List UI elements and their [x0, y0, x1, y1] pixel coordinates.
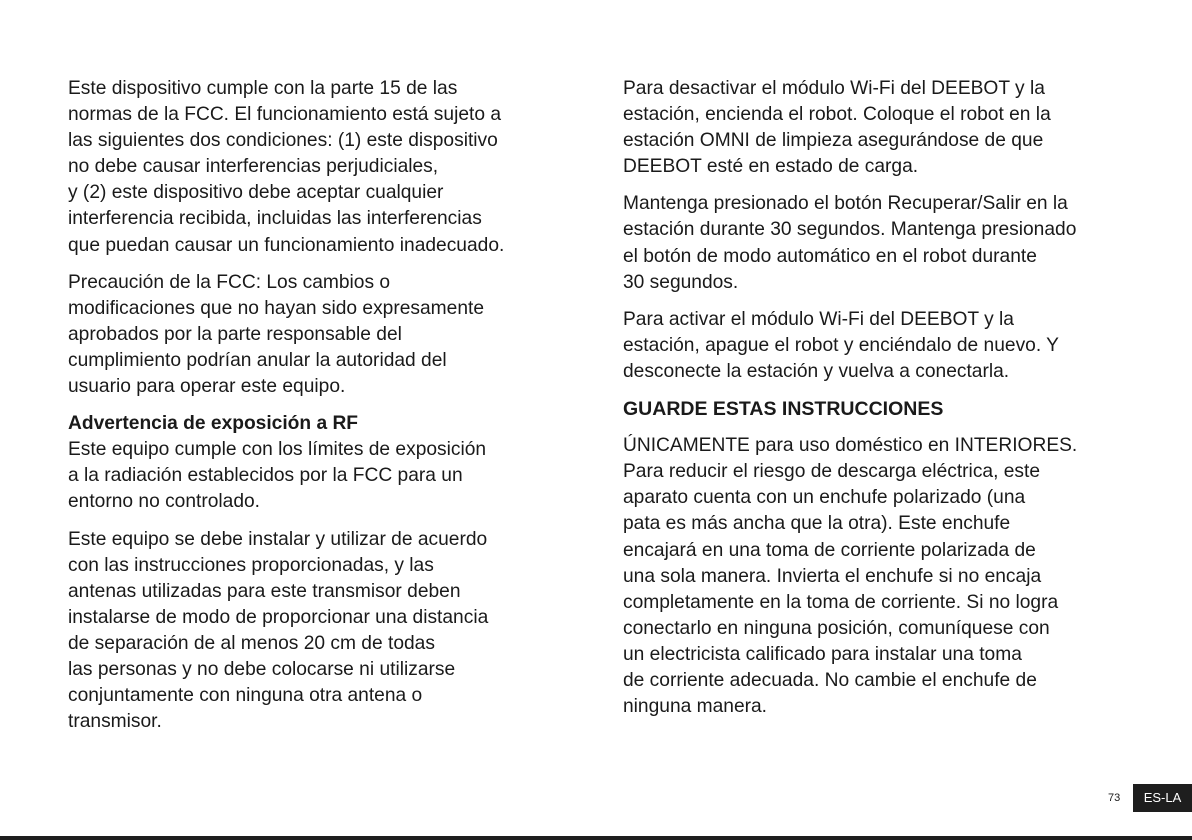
fcc-caution-paragraph: Precaución de la FCC: Los cambios o modificaciones que no hayan sido expresamente aprobados por la parte responsable del cumplimiento podrían anular la autoridad del usuario para operar este equipo.	[68, 271, 484, 398]
antenna-installation-paragraph: Este equipo se debe instalar y utilizar de acuerdo con las instrucciones proporcionadas, y las antenas utilizadas para este transmisor deben instalarse de modo de proporcionar una distancia de separación de al menos 20 cm de todas las personas y no debe colocarse ni utilizarse conjuntamente con ninguna otra antena o transmisor.	[68, 528, 489, 733]
bottom-rule	[0, 836, 1192, 840]
rf-exposure-paragraph: Este equipo cumple con los límites de exposición a la radiación establecidos por la FCC para un entorno no controlado.	[68, 439, 487, 513]
language-tag: ES-LA	[1133, 784, 1192, 812]
save-instructions-heading: GUARDE ESTAS INSTRUCCIONES	[623, 398, 944, 421]
fcc-part15-paragraph: Este dispositivo cumple con la parte 15 de las normas de la FCC. El funcionamiento está sujeto a las siguientes dos condiciones: (1) este dispositivo no debe causar interferencias perjudiciales, y (2) este dispositivo debe aceptar cualquier interferencia recibida, incluidas las interferencias que puedan causar un funcionamiento inadecuado.	[68, 78, 505, 256]
polarized-plug-paragraph: ÚNICAMENTE para uso doméstico en INTERIORES. Para reducir el riesgo de descarga eléctrica, este aparato cuenta con un enchufe polarizado (una pata es más ancha que la otra). Este enchufe encajará en una toma de corriente polarizada de una sola manera. Invierta el enchufe si no encaja completamente en la toma de corriente. Si no logra conectarlo en ninguna posición, comuníquese con un electricista calificado para instalar una toma de corriente adecuada. No cambie el enchufe de ninguna manera.	[623, 435, 1078, 718]
right-column	[623, 76, 1153, 731]
left-column	[68, 76, 578, 746]
wifi-enable-paragraph: Para activar el módulo Wi-Fi del DEEBOT y la estación, apague el robot y enciéndalo de nuevo. Y desconecte la estación y vuelva a conectarla.	[623, 308, 1059, 382]
page-number: 73	[1108, 792, 1121, 804]
rf-exposure-heading: Advertencia de exposición a RF	[68, 413, 359, 435]
button-hold-paragraph: Mantenga presionado el botón Recuperar/Salir en la estación durante 30 segundos. Mantenga presionado el botón de modo automático en el robot durante 30 segundos.	[623, 193, 1077, 293]
wifi-disable-paragraph: Para desactivar el módulo Wi-Fi del DEEBOT y la estación, encienda el robot. Coloque el robot en la estación OMNI de limpieza asegurándose de que DEEBOT esté en estado de carga.	[623, 78, 1051, 178]
